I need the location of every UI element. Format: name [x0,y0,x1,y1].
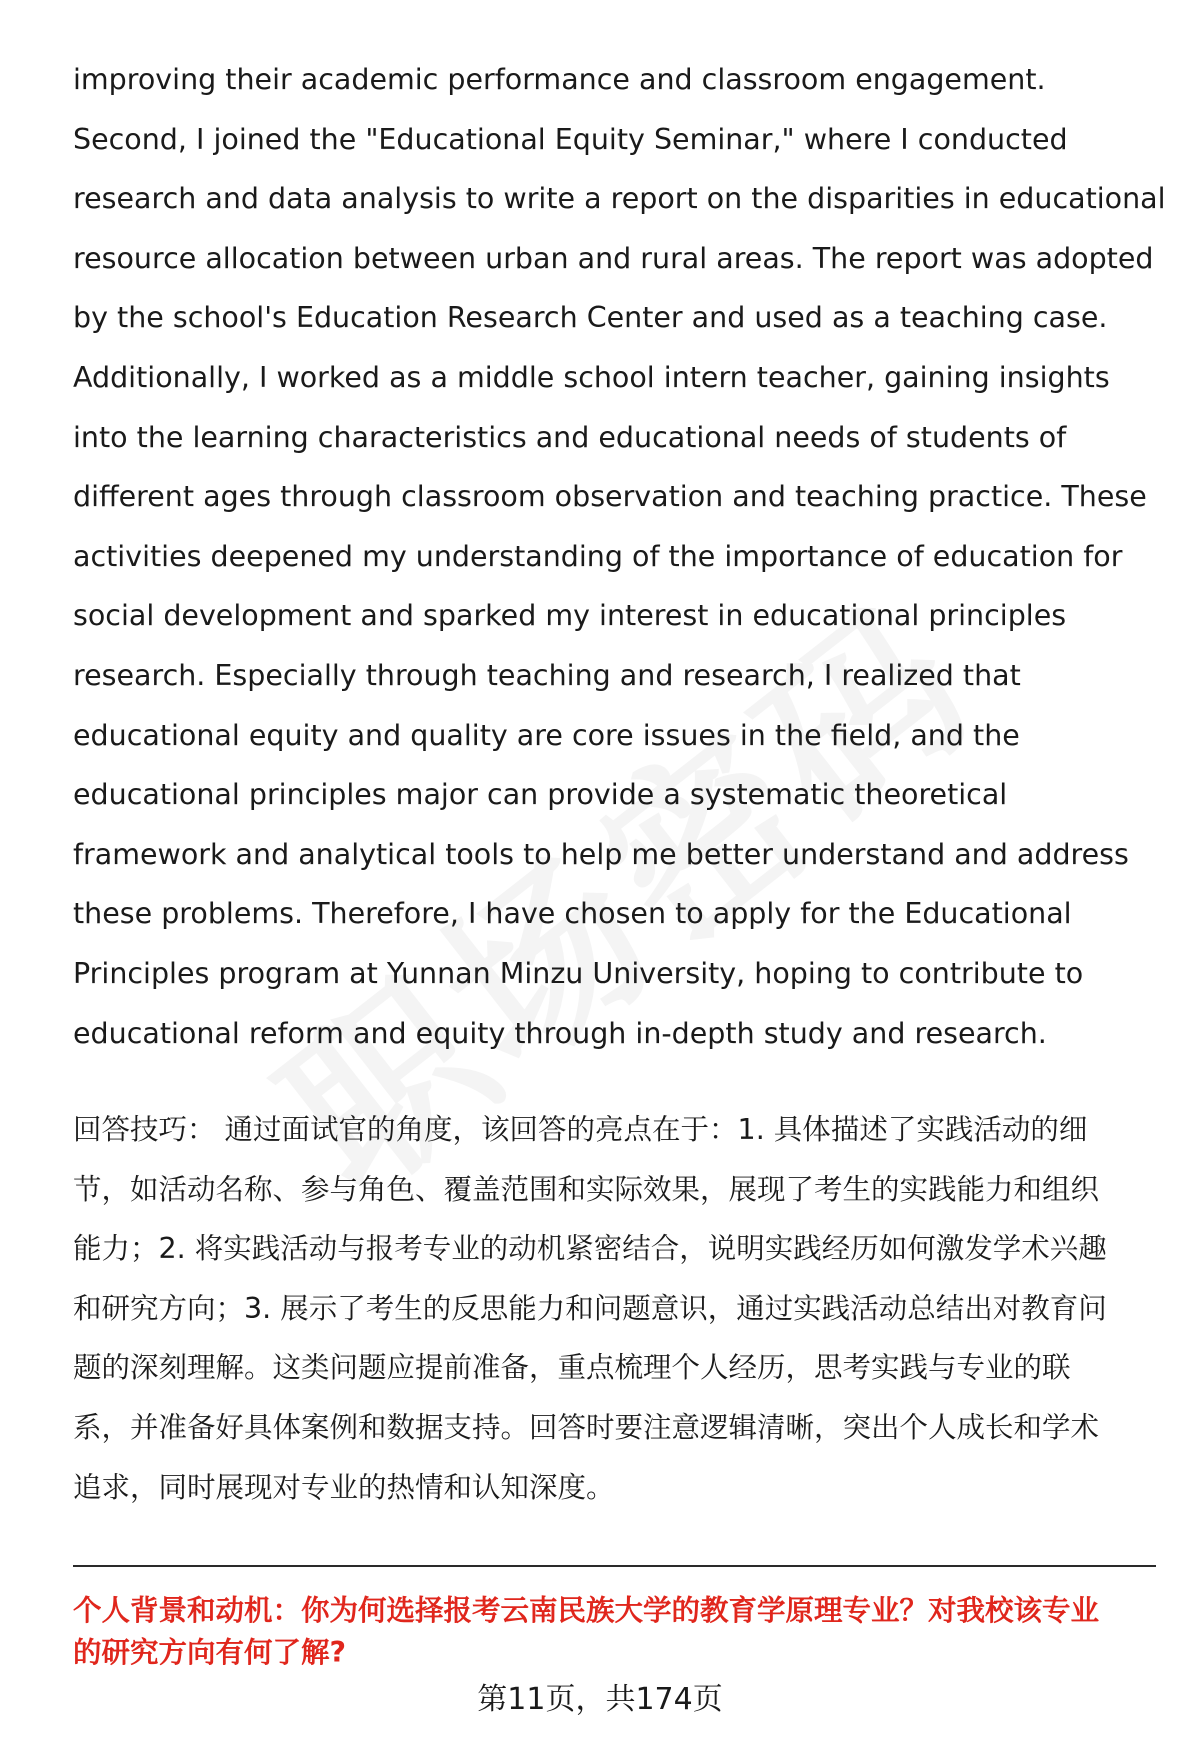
answer-line: Additionally, I worked as a middle school intern teacher, gaining insights [73,360,1110,394]
tips-line: 节，如活动名称、参与角色、覆盖范围和实际效果，展现了考生的实践能力和组织 [73,1172,1100,1206]
next-question-heading [73,1590,1163,1674]
tips-line: 回答技巧： 通过面试官的角度，该回答的亮点在于：1. 具体描述了实践活动的细 [73,1113,1088,1146]
answer-line: resource allocation between urban and rural areas. The report was adopted [73,241,1154,275]
answer-line: framework and analytical tools to help me better understand and address [73,837,1129,871]
answer-tips [73,1100,1163,1517]
answer-line: research and data analysis to write a report on the disparities in educational [73,182,1166,216]
answer-line: Principles program at Yunnan Minzu University, hoping to contribute to [73,956,1084,990]
answer-line: research. Especially through teaching and research, I realized that [73,658,1021,692]
answer-line: by the school's Education Research Center and used as a teaching case. [73,301,1108,335]
tips-line: 和研究方向；3. 展示了考生的反思能力和问题意识，通过实践活动总结出对教育问 [73,1291,1107,1325]
answer-line: educational equity and quality are core issues in the field, and the [73,718,1020,752]
question-line: 的研究方向有何了解? [73,1636,347,1669]
section-divider [73,1565,1156,1567]
answer-line: Second, I joined the "Educational Equity Seminar," where I conducted [73,122,1068,156]
answer-line: into the learning characteristics and educational needs of students of [73,420,1067,454]
answer-line: social development and sparked my interest in educational principles [73,599,1067,633]
tips-line: 题的深刻理解。这类问题应提前准备，重点梳理个人经历，思考实践与专业的联 [73,1351,1071,1385]
answer-line: these problems. Therefore, I have chosen to apply for the Educational [73,897,1072,931]
question-line: 个人背景和动机：你为何选择报考云南民族大学的教育学原理专业？对我校该专业 [73,1594,1100,1627]
answer-line: improving their academic performance and classroom engagement. [73,63,1046,96]
tips-line: 系，并准备好具体案例和数据支持。回答时要注意逻辑清晰，突出个人成长和学术 [73,1410,1100,1444]
answer-line: educational principles major can provide a systematic theoretical [73,778,1008,812]
answer-line: educational reform and equity through in-depth study and research. [73,1016,1047,1050]
tips-line: 追求，同时展现对专业的热情和认知深度。 [73,1470,615,1504]
answer-paragraph [73,50,1166,1063]
tips-line: 能力；2. 将实践活动与报考专业的动机紧密结合，说明实践经历如何激发学术兴趣 [73,1232,1107,1266]
page-number: 第11页，共174页 [477,1682,723,1717]
answer-line: activities deepened my understanding of the importance of education for [73,539,1123,573]
answer-line: different ages through classroom observation and teaching practice. These [73,480,1147,514]
